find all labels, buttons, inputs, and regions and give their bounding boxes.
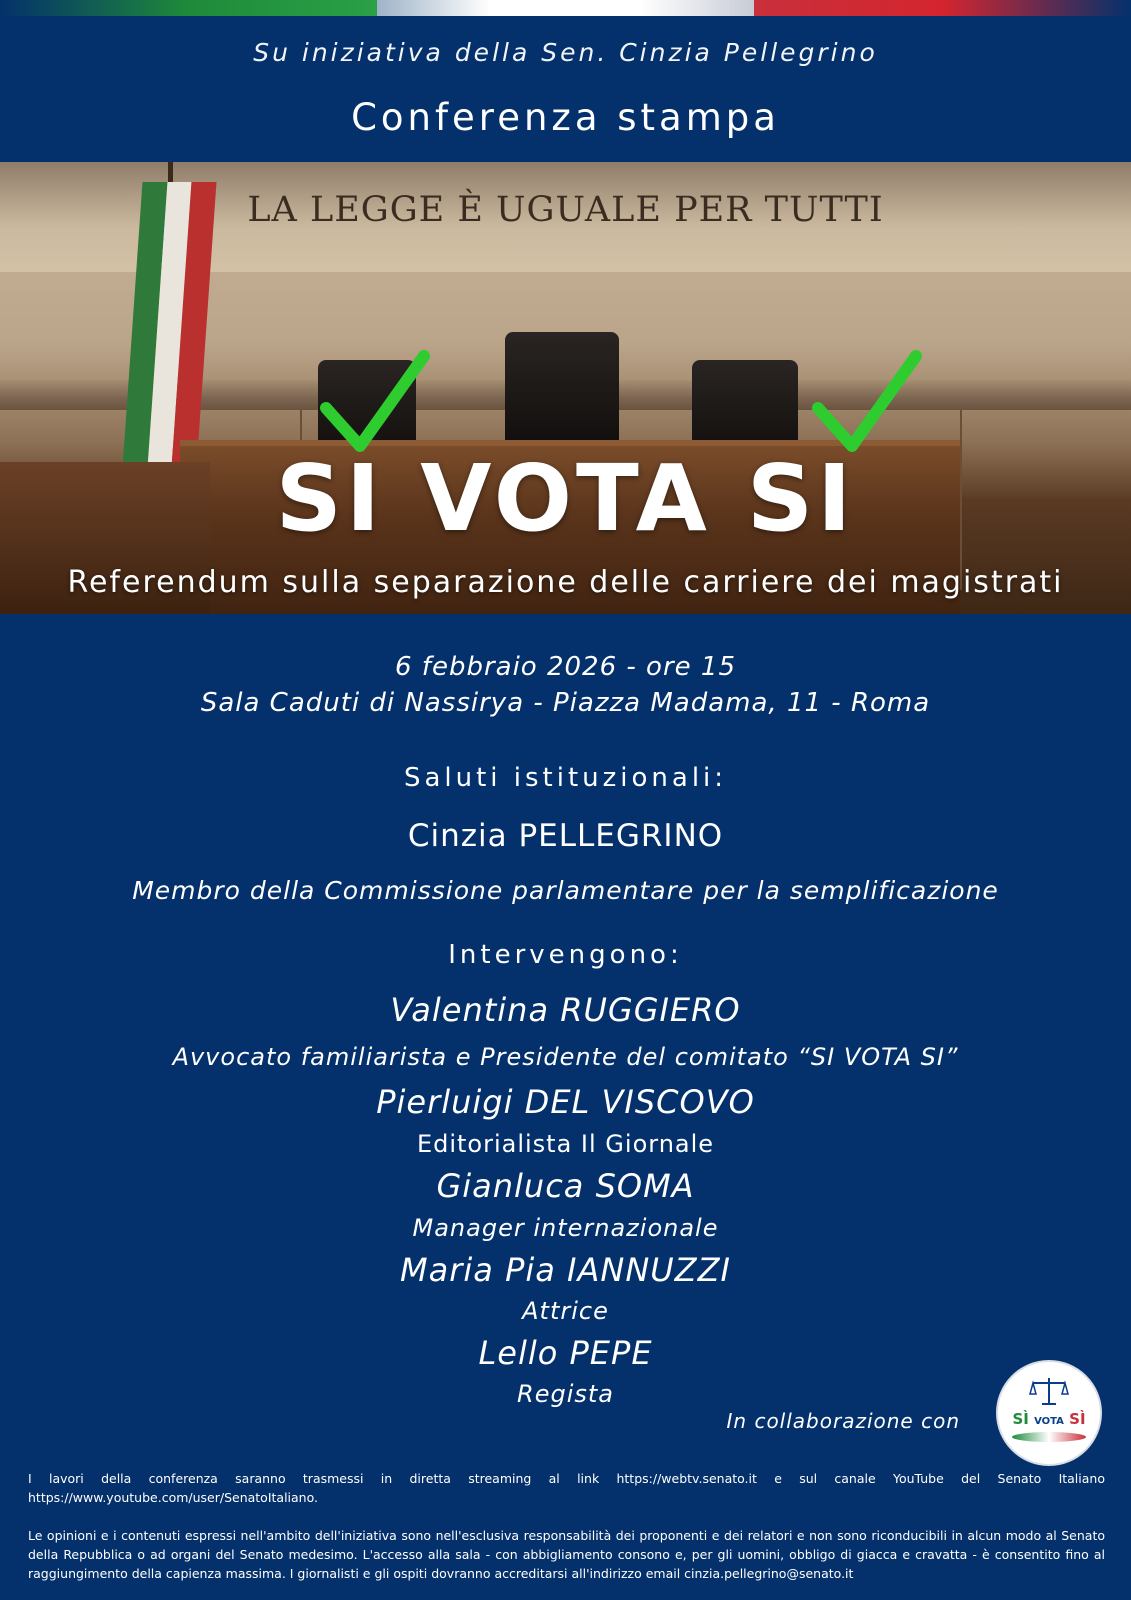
greetings-name: Cinzia PELLEGRINO xyxy=(407,818,724,854)
flag-stripe-white xyxy=(377,0,754,16)
referendum-subtitle: Referendum sulla separazione delle carriere dei magistrati xyxy=(67,565,1064,600)
flag-stripe-green xyxy=(0,0,377,16)
check-icon xyxy=(320,350,430,460)
greetings-role: Membro della Commissione parlamentare per la semplificazione xyxy=(132,876,999,905)
speaker-role: Manager internazionale xyxy=(412,1214,719,1242)
event-location: Sala Caduti di Nassirya - Piazza Madama, 11 - Roma xyxy=(200,688,931,718)
speaker-name: Gianluca SOMA xyxy=(436,1167,695,1205)
collaboration-label: In collaborazione con xyxy=(726,1409,960,1433)
greetings-label: Saluti istituzionali: xyxy=(403,763,728,793)
speaker-role: Avvocato familiarista e Presidente del comitato “SI VOTA SI” xyxy=(172,1043,959,1071)
italian-flag-stripe xyxy=(0,0,1131,16)
page-title: Conferenza stampa xyxy=(351,96,780,139)
logo-wordmark: SÌ VOTA SÌ xyxy=(1012,1410,1086,1428)
speakers-label: Intervengono: xyxy=(448,940,683,970)
headline: SI VOTA SI xyxy=(275,445,856,552)
disclaimer: Le opinioni e i contenuti espressi nell'ambito dell'iniziativa sono nell'esclusiva responsabilità dei proponenti e dei relatori e non sono riconducibili in alcun modo al Senato della Repubblica o ad organi del Senato medesimo. L'accesso alla sala - con abbigliamento consono e, per gli uomini, obbligo di giacca e cravatta - è consentito fino al raggiungimento della capienza massima. I giornalisti e gli ospiti dovranno accreditarsi all'indirizzo email cinzia.pellegrino@senato.it xyxy=(28,1528,1105,1581)
speaker-role: Editorialista Il Giornale xyxy=(416,1130,715,1158)
speaker-name: Maria Pia IANNUZZI xyxy=(400,1251,731,1289)
scales-of-justice-icon xyxy=(1028,1376,1070,1408)
speaker-name: Pierluigi DEL VISCOVO xyxy=(376,1083,755,1121)
courtroom-motto: LA LEGGE È UGUALE PER TUTTI xyxy=(247,190,884,230)
initiative-line: Su iniziativa della Sen. Cinzia Pellegrino xyxy=(253,38,878,67)
streaming-note: I lavori della conferenza saranno trasmessi in diretta streaming al link https://webtv.senato.it e sul canale YouTube del Senato Italiano https://www.youtube.com/user/SenatoItaliano. xyxy=(28,1471,1105,1505)
speaker-role: Regista xyxy=(517,1380,614,1408)
event-date: 6 febbraio 2026 - ore 15 xyxy=(394,652,736,682)
si-vota-si-logo xyxy=(998,1362,1100,1464)
flag-stripe-red xyxy=(754,0,1131,16)
speaker-role: Attrice xyxy=(522,1297,609,1325)
speaker-name: Valentina RUGGIERO xyxy=(390,991,741,1029)
speaker-name: Lello PEPE xyxy=(478,1334,653,1372)
logo-swoosh xyxy=(1012,1432,1086,1442)
check-icon xyxy=(812,350,922,460)
